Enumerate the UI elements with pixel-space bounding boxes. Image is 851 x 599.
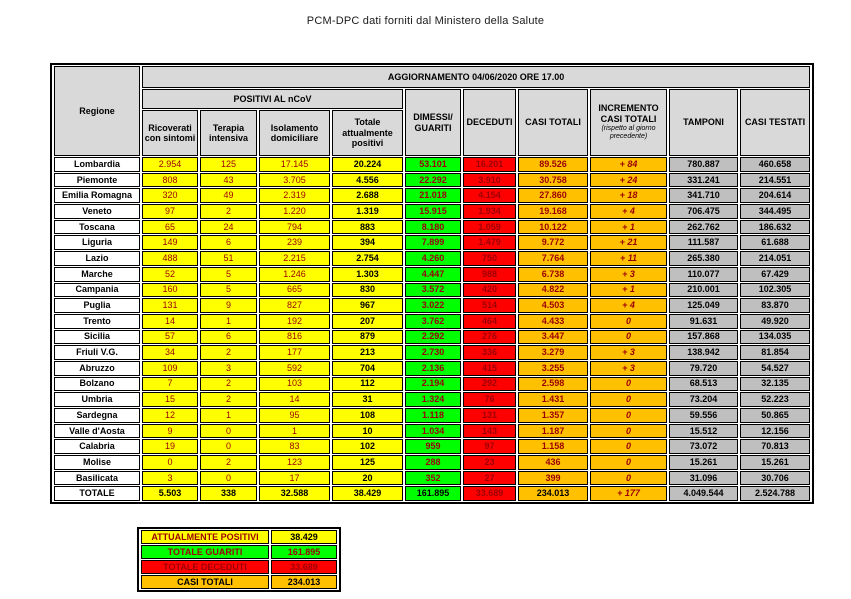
- cell-incremento-casi-totali: + 84: [590, 157, 667, 172]
- cell-terapia-intensiva: 2: [200, 345, 257, 360]
- region-name: Friuli V.G.: [54, 345, 140, 360]
- region-row: [54, 345, 810, 360]
- cell-casi-totali: 4.433: [518, 314, 588, 329]
- cell-casi-testati: 67.429: [740, 267, 810, 282]
- cell-casi-totali: 3.255: [518, 361, 588, 376]
- cell-dimessi-guariti: 8.180: [405, 220, 461, 235]
- region-name: Sicilia: [54, 330, 140, 345]
- col-header-isolamento: Isolamento domiciliare: [259, 110, 330, 156]
- region-row: [54, 251, 810, 266]
- cell-ricoverati-con-sintomi: 131: [142, 298, 198, 313]
- cell-terapia-intensiva: 2: [200, 392, 257, 407]
- cell-tamponi: 79.720: [669, 361, 738, 376]
- cell-dimessi-guariti: 4.260: [405, 251, 461, 266]
- col-header-tamponi: TAMPONI: [669, 89, 738, 156]
- col-header-incremento-note: (rispetto al giorno precedente): [601, 124, 656, 141]
- summary-value: 33.689: [271, 560, 337, 574]
- cell-tamponi: 262.762: [669, 220, 738, 235]
- cell-casi-testati: 54.527: [740, 361, 810, 376]
- cell-dimessi-guariti: 352: [405, 471, 461, 486]
- cell-casi-totali: 4.503: [518, 298, 588, 313]
- total-row: [54, 486, 810, 501]
- cell-dimessi-guariti: 1.118: [405, 408, 461, 423]
- region-row: [54, 361, 810, 376]
- cell-ricoverati-con-sintomi: 15: [142, 392, 198, 407]
- cell-incremento-casi-totali: 0: [590, 424, 667, 439]
- region-row: [54, 330, 810, 345]
- region-row: [54, 424, 810, 439]
- summary-value: 38.429: [271, 530, 337, 544]
- cell-ricoverati-con-sintomi: 7: [142, 377, 198, 392]
- cell-ricoverati-con-sintomi: 65: [142, 220, 198, 235]
- cell-incremento-casi-totali: 0: [590, 392, 667, 407]
- cell-terapia-intensiva: 24: [200, 220, 257, 235]
- cell-tamponi: 157.868: [669, 330, 738, 345]
- region-name: Campania: [54, 283, 140, 298]
- col-header-terapia-intensiva: Terapia intensiva: [200, 110, 257, 156]
- region-name: Trento: [54, 314, 140, 329]
- cell-totale-attualmente-positivi: 1.319: [332, 204, 403, 219]
- cell-isolamento-domiciliare: 2.319: [259, 188, 330, 203]
- cell-deceduti: 415: [463, 361, 516, 376]
- cell-isolamento-domiciliare: 239: [259, 235, 330, 250]
- cell-isolamento-domiciliare: 816: [259, 330, 330, 345]
- cell-terapia-intensiva: 125: [200, 157, 257, 172]
- cell-isolamento-domiciliare: 192: [259, 314, 330, 329]
- cell-terapia-intensiva: 1: [200, 314, 257, 329]
- summary-label: CASI TOTALI: [141, 575, 269, 589]
- cell-tamponi: 138.942: [669, 345, 738, 360]
- cell-ricoverati-con-sintomi: 97: [142, 204, 198, 219]
- cell-ricoverati-con-sintomi: 52: [142, 267, 198, 282]
- cell-casi-totali: 436: [518, 455, 588, 470]
- region-name: Lazio: [54, 251, 140, 266]
- cell-terapia-intensiva: 9: [200, 298, 257, 313]
- region-name: Liguria: [54, 235, 140, 250]
- col-header-casi-totali: CASI TOTALI: [518, 89, 588, 156]
- cell-incremento-casi-totali: + 1: [590, 220, 667, 235]
- region-row: [54, 157, 810, 172]
- cell-terapia-intensiva: 5: [200, 283, 257, 298]
- cell-isolamento-domiciliare: 14: [259, 392, 330, 407]
- region-name: Sardegna: [54, 408, 140, 423]
- region-name: Basilicata: [54, 471, 140, 486]
- cell-tamponi: 15.261: [669, 455, 738, 470]
- cell-deceduti: 988: [463, 267, 516, 282]
- cell-terapia-intensiva: 0: [200, 439, 257, 454]
- cell-terapia-intensiva: 49: [200, 188, 257, 203]
- cell-incremento-casi-totali: 0: [590, 439, 667, 454]
- total-cell-casi-totali: 234.013: [518, 486, 588, 501]
- cell-dimessi-guariti: 53.101: [405, 157, 461, 172]
- cell-ricoverati-con-sintomi: 34: [142, 345, 198, 360]
- col-header-incremento: [590, 89, 667, 156]
- cell-ricoverati-con-sintomi: 808: [142, 173, 198, 188]
- cell-dimessi-guariti: 2.136: [405, 361, 461, 376]
- cell-casi-testati: 214.051: [740, 251, 810, 266]
- summary-table: [137, 527, 341, 592]
- cell-isolamento-domiciliare: 83: [259, 439, 330, 454]
- summary-label: TOTALE DECEDUTI: [141, 560, 269, 574]
- cell-ricoverati-con-sintomi: 14: [142, 314, 198, 329]
- cell-totale-attualmente-positivi: 2.688: [332, 188, 403, 203]
- cell-casi-testati: 102.305: [740, 283, 810, 298]
- cell-casi-testati: 204.614: [740, 188, 810, 203]
- cell-incremento-casi-totali: 0: [590, 330, 667, 345]
- cell-totale-attualmente-positivi: 20.224: [332, 157, 403, 172]
- cell-incremento-casi-totali: + 1: [590, 283, 667, 298]
- cell-incremento-casi-totali: + 18: [590, 188, 667, 203]
- region-row: [54, 408, 810, 423]
- cell-deceduti: 131: [463, 408, 516, 423]
- summary-row: [141, 560, 337, 574]
- cell-casi-testati: 214.551: [740, 173, 810, 188]
- cell-dimessi-guariti: 15.915: [405, 204, 461, 219]
- region-column-header: Regione: [54, 66, 140, 156]
- total-region-name: TOTALE: [54, 486, 140, 501]
- cell-casi-testati: 32.135: [740, 377, 810, 392]
- cell-casi-totali: 1.431: [518, 392, 588, 407]
- covid-region-table: [50, 63, 814, 504]
- cell-deceduti: 143: [463, 424, 516, 439]
- cell-deceduti: 16.201: [463, 157, 516, 172]
- cell-casi-testati: 52.223: [740, 392, 810, 407]
- cell-casi-totali: 1.187: [518, 424, 588, 439]
- cell-totale-attualmente-positivi: 967: [332, 298, 403, 313]
- cell-dimessi-guariti: 3.572: [405, 283, 461, 298]
- cell-totale-attualmente-positivi: 1.303: [332, 267, 403, 282]
- summary-row: [141, 545, 337, 559]
- cell-incremento-casi-totali: 0: [590, 408, 667, 423]
- cell-incremento-casi-totali: + 11: [590, 251, 667, 266]
- positivi-group-header: POSITIVI AL nCoV: [142, 89, 403, 109]
- cell-casi-totali: 7.764: [518, 251, 588, 266]
- cell-terapia-intensiva: 5: [200, 267, 257, 282]
- cell-dimessi-guariti: 21.018: [405, 188, 461, 203]
- cell-casi-testati: 61.688: [740, 235, 810, 250]
- cell-terapia-intensiva: 6: [200, 235, 257, 250]
- cell-ricoverati-con-sintomi: 12: [142, 408, 198, 423]
- cell-incremento-casi-totali: 0: [590, 314, 667, 329]
- cell-ricoverati-con-sintomi: 19: [142, 439, 198, 454]
- region-row: [54, 204, 810, 219]
- cell-incremento-casi-totali: 0: [590, 471, 667, 486]
- cell-totale-attualmente-positivi: 883: [332, 220, 403, 235]
- cell-terapia-intensiva: 6: [200, 330, 257, 345]
- cell-isolamento-domiciliare: 592: [259, 361, 330, 376]
- cell-dimessi-guariti: 4.447: [405, 267, 461, 282]
- cell-isolamento-domiciliare: 17: [259, 471, 330, 486]
- cell-totale-attualmente-positivi: 125: [332, 455, 403, 470]
- cell-incremento-casi-totali: + 21: [590, 235, 667, 250]
- cell-casi-testati: 83.870: [740, 298, 810, 313]
- cell-casi-totali: 1.158: [518, 439, 588, 454]
- region-name: Valle d'Aosta: [54, 424, 140, 439]
- region-name: Emilia Romagna: [54, 188, 140, 203]
- col-header-casi-testati: CASI TESTATI: [740, 89, 810, 156]
- cell-deceduti: 4.154: [463, 188, 516, 203]
- total-cell-totale-attualmente-positivi: 38.429: [332, 486, 403, 501]
- cell-casi-testati: 15.261: [740, 455, 810, 470]
- cell-dimessi-guariti: 2.292: [405, 330, 461, 345]
- cell-incremento-casi-totali: + 24: [590, 173, 667, 188]
- cell-deceduti: 27: [463, 471, 516, 486]
- cell-totale-attualmente-positivi: 10: [332, 424, 403, 439]
- cell-casi-totali: 4.822: [518, 283, 588, 298]
- cell-casi-totali: 10.122: [518, 220, 588, 235]
- region-row: [54, 235, 810, 250]
- cell-terapia-intensiva: 43: [200, 173, 257, 188]
- cell-casi-totali: 3.279: [518, 345, 588, 360]
- cell-casi-testati: 30.706: [740, 471, 810, 486]
- cell-tamponi: 73.072: [669, 439, 738, 454]
- cell-dimessi-guariti: 1.034: [405, 424, 461, 439]
- header-row-groups: [54, 89, 810, 109]
- cell-tamponi: 341.710: [669, 188, 738, 203]
- header-row-banner: [54, 66, 810, 88]
- cell-deceduti: 3.910: [463, 173, 516, 188]
- cell-tamponi: 15.512: [669, 424, 738, 439]
- cell-incremento-casi-totali: + 3: [590, 345, 667, 360]
- region-name: Veneto: [54, 204, 140, 219]
- cell-isolamento-domiciliare: 1.246: [259, 267, 330, 282]
- cell-totale-attualmente-positivi: 102: [332, 439, 403, 454]
- cell-deceduti: 750: [463, 251, 516, 266]
- region-row: [54, 267, 810, 282]
- cell-dimessi-guariti: 7.899: [405, 235, 461, 250]
- region-name: Abruzzo: [54, 361, 140, 376]
- region-name: Toscana: [54, 220, 140, 235]
- cell-isolamento-domiciliare: 827: [259, 298, 330, 313]
- cell-tamponi: 265.380: [669, 251, 738, 266]
- region-name: Marche: [54, 267, 140, 282]
- cell-deceduti: 336: [463, 345, 516, 360]
- region-row: [54, 173, 810, 188]
- total-cell-terapia-intensiva: 338: [200, 486, 257, 501]
- cell-terapia-intensiva: 51: [200, 251, 257, 266]
- cell-dimessi-guariti: 959: [405, 439, 461, 454]
- region-row: [54, 298, 810, 313]
- region-name: Umbria: [54, 392, 140, 407]
- region-row: [54, 392, 810, 407]
- region-name: Molise: [54, 455, 140, 470]
- cell-ricoverati-con-sintomi: 9: [142, 424, 198, 439]
- cell-dimessi-guariti: 1.324: [405, 392, 461, 407]
- cell-totale-attualmente-positivi: 20: [332, 471, 403, 486]
- cell-casi-totali: 89.526: [518, 157, 588, 172]
- cell-casi-totali: 3.447: [518, 330, 588, 345]
- region-row: [54, 377, 810, 392]
- cell-casi-testati: 70.813: [740, 439, 810, 454]
- total-cell-casi-testati: 2.524.788: [740, 486, 810, 501]
- cell-terapia-intensiva: 0: [200, 424, 257, 439]
- cell-incremento-casi-totali: + 4: [590, 298, 667, 313]
- region-row: [54, 188, 810, 203]
- cell-deceduti: 23: [463, 455, 516, 470]
- cell-terapia-intensiva: 2: [200, 204, 257, 219]
- cell-isolamento-domiciliare: 1: [259, 424, 330, 439]
- cell-incremento-casi-totali: + 3: [590, 267, 667, 282]
- cell-terapia-intensiva: 2: [200, 377, 257, 392]
- cell-ricoverati-con-sintomi: 109: [142, 361, 198, 376]
- cell-dimessi-guariti: 3.022: [405, 298, 461, 313]
- total-cell-incremento-casi-totali: + 177: [590, 486, 667, 501]
- cell-totale-attualmente-positivi: 112: [332, 377, 403, 392]
- summary-row: [141, 530, 337, 544]
- cell-isolamento-domiciliare: 3.705: [259, 173, 330, 188]
- region-name: Piemonte: [54, 173, 140, 188]
- cell-deceduti: 292: [463, 377, 516, 392]
- region-row: [54, 283, 810, 298]
- cell-incremento-casi-totali: 0: [590, 455, 667, 470]
- cell-deceduti: 97: [463, 439, 516, 454]
- summary-value: 161.895: [271, 545, 337, 559]
- cell-dimessi-guariti: 3.762: [405, 314, 461, 329]
- cell-casi-totali: 6.738: [518, 267, 588, 282]
- total-cell-tamponi: 4.049.544: [669, 486, 738, 501]
- cell-deceduti: 276: [463, 330, 516, 345]
- cell-dimessi-guariti: 2.194: [405, 377, 461, 392]
- cell-dimessi-guariti: 288: [405, 455, 461, 470]
- cell-totale-attualmente-positivi: 704: [332, 361, 403, 376]
- cell-casi-testati: 460.658: [740, 157, 810, 172]
- cell-tamponi: 73.204: [669, 392, 738, 407]
- summary-label: ATTUALMENTE POSITIVI: [141, 530, 269, 544]
- cell-totale-attualmente-positivi: 207: [332, 314, 403, 329]
- cell-ricoverati-con-sintomi: 160: [142, 283, 198, 298]
- cell-isolamento-domiciliare: 665: [259, 283, 330, 298]
- col-header-totale-positivi: Totale attualmente positivi: [332, 110, 403, 156]
- region-row: [54, 314, 810, 329]
- cell-dimessi-guariti: 2.730: [405, 345, 461, 360]
- cell-totale-attualmente-positivi: 830: [332, 283, 403, 298]
- cell-isolamento-domiciliare: 103: [259, 377, 330, 392]
- cell-tamponi: 110.077: [669, 267, 738, 282]
- cell-deceduti: 1.059: [463, 220, 516, 235]
- cell-casi-totali: 27.860: [518, 188, 588, 203]
- cell-deceduti: 514: [463, 298, 516, 313]
- cell-casi-testati: 49.920: [740, 314, 810, 329]
- region-name: Lombardia: [54, 157, 140, 172]
- cell-totale-attualmente-positivi: 394: [332, 235, 403, 250]
- cell-deceduti: 76: [463, 392, 516, 407]
- summary-label: TOTALE GUARITI: [141, 545, 269, 559]
- region-row: [54, 439, 810, 454]
- summary-row: [141, 575, 337, 589]
- cell-tamponi: 210.001: [669, 283, 738, 298]
- cell-terapia-intensiva: 0: [200, 471, 257, 486]
- region-row: [54, 471, 810, 486]
- cell-isolamento-domiciliare: 95: [259, 408, 330, 423]
- cell-casi-totali: 399: [518, 471, 588, 486]
- cell-casi-testati: 81.854: [740, 345, 810, 360]
- col-header-ricoverati: Ricoverati con sintomi: [142, 110, 198, 156]
- cell-casi-testati: 134.035: [740, 330, 810, 345]
- region-name: Calabria: [54, 439, 140, 454]
- cell-casi-totali: 30.758: [518, 173, 588, 188]
- cell-casi-totali: 9.772: [518, 235, 588, 250]
- cell-ricoverati-con-sintomi: 488: [142, 251, 198, 266]
- cell-casi-totali: 1.357: [518, 408, 588, 423]
- cell-isolamento-domiciliare: 177: [259, 345, 330, 360]
- cell-totale-attualmente-positivi: 108: [332, 408, 403, 423]
- cell-incremento-casi-totali: 0: [590, 377, 667, 392]
- total-cell-dimessi-guariti: 161.895: [405, 486, 461, 501]
- cell-ricoverati-con-sintomi: 57: [142, 330, 198, 345]
- cell-tamponi: 91.631: [669, 314, 738, 329]
- region-name: Bolzano: [54, 377, 140, 392]
- cell-terapia-intensiva: 1: [200, 408, 257, 423]
- update-banner: AGGIORNAMENTO 04/06/2020 ORE 17.00: [142, 66, 810, 88]
- page-title: PCM-DPC dati forniti dal Ministero della Salute: [306, 15, 545, 27]
- cell-totale-attualmente-positivi: 879: [332, 330, 403, 345]
- total-cell-isolamento-domiciliare: 32.588: [259, 486, 330, 501]
- cell-casi-testati: 50.865: [740, 408, 810, 423]
- cell-casi-testati: 12.156: [740, 424, 810, 439]
- region-row: [54, 455, 810, 470]
- cell-tamponi: 780.887: [669, 157, 738, 172]
- cell-tamponi: 125.049: [669, 298, 738, 313]
- cell-terapia-intensiva: 2: [200, 455, 257, 470]
- cell-tamponi: 706.475: [669, 204, 738, 219]
- cell-isolamento-domiciliare: 1.220: [259, 204, 330, 219]
- cell-deceduti: 1.479: [463, 235, 516, 250]
- cell-ricoverati-con-sintomi: 0: [142, 455, 198, 470]
- cell-casi-totali: 19.168: [518, 204, 588, 219]
- cell-totale-attualmente-positivi: 213: [332, 345, 403, 360]
- cell-terapia-intensiva: 3: [200, 361, 257, 376]
- cell-deceduti: 464: [463, 314, 516, 329]
- cell-totale-attualmente-positivi: 2.754: [332, 251, 403, 266]
- col-header-incremento-label: INCREMENTO CASI TOTALI: [598, 103, 659, 124]
- cell-tamponi: 59.556: [669, 408, 738, 423]
- cell-totale-attualmente-positivi: 4.556: [332, 173, 403, 188]
- summary-value: 234.013: [271, 575, 337, 589]
- cell-isolamento-domiciliare: 123: [259, 455, 330, 470]
- total-cell-deceduti: 33.689: [463, 486, 516, 501]
- cell-ricoverati-con-sintomi: 320: [142, 188, 198, 203]
- cell-totale-attualmente-positivi: 31: [332, 392, 403, 407]
- cell-ricoverati-con-sintomi: 3: [142, 471, 198, 486]
- cell-dimessi-guariti: 22.292: [405, 173, 461, 188]
- cell-deceduti: 420: [463, 283, 516, 298]
- cell-isolamento-domiciliare: 2.215: [259, 251, 330, 266]
- col-header-dimessi-guariti: DIMESSI/ GUARITI: [405, 89, 461, 156]
- cell-tamponi: 68.513: [669, 377, 738, 392]
- cell-tamponi: 331.241: [669, 173, 738, 188]
- region-row: [54, 220, 810, 235]
- cell-casi-testati: 344.495: [740, 204, 810, 219]
- cell-ricoverati-con-sintomi: 2.954: [142, 157, 198, 172]
- col-header-deceduti: DECEDUTI: [463, 89, 516, 156]
- region-name: Puglia: [54, 298, 140, 313]
- cell-incremento-casi-totali: + 3: [590, 361, 667, 376]
- cell-tamponi: 111.587: [669, 235, 738, 250]
- cell-ricoverati-con-sintomi: 149: [142, 235, 198, 250]
- cell-casi-totali: 2.598: [518, 377, 588, 392]
- cell-isolamento-domiciliare: 17.145: [259, 157, 330, 172]
- cell-isolamento-domiciliare: 794: [259, 220, 330, 235]
- cell-casi-testati: 186.632: [740, 220, 810, 235]
- cell-deceduti: 1.934: [463, 204, 516, 219]
- total-cell-ricoverati-con-sintomi: 5.503: [142, 486, 198, 501]
- cell-incremento-casi-totali: + 4: [590, 204, 667, 219]
- cell-tamponi: 31.096: [669, 471, 738, 486]
